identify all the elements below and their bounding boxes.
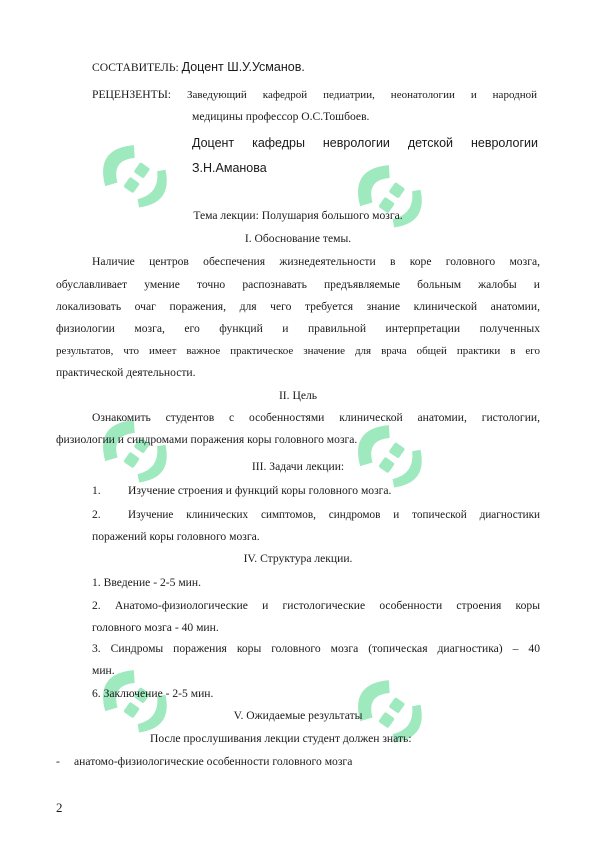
structure-item-3-line-2: мин. [92,664,115,677]
watermark-logo-icon [95,640,185,770]
section-2-title: II. Цель [278,389,318,402]
task-2-number: 2. [92,508,101,521]
reviewer-2-line-1: Доцент кафедры неврологии детской неврологии [192,136,538,150]
structure-item-2-line-1: 2. Анатомо-физиологические и гистологические особенности строения коры [92,599,540,612]
compiler-label: СОСТАВИТЕЛЬ: [92,61,179,74]
compiler-line [92,60,305,75]
task-2-continuation: поражений коры головного мозга. [92,530,260,543]
expected-result-item: анатомо-физиологические особенности головного мозга [74,755,353,768]
watermark-logo-icon [95,390,185,520]
page-number: 2 [56,800,63,815]
section-1-line: Наличие центров обеспечения жизнедеятельности в коре головного мозга, [92,255,540,268]
section-3-title: III. Задачи лекции: [251,460,345,473]
section-1-line: физиологии мозга, его функций и правильной интерпретации полученных [56,322,540,335]
section-1-line: локализовать очаг поражения, для чего требуется знание клинической анатомии, [56,300,540,313]
section-1-line: результатов, что имеет важное практическое значение для врача общей практики в его [56,345,540,357]
bullet-mark: - [56,755,60,768]
task-1-text: Изучение строения и функций коры головного мозга. [128,484,392,497]
task-2-text: Изучение клинических симптомов, синдромов и топической диагностики [128,509,540,521]
lecture-topic: Тема лекции: Полушария большого мозга. [193,209,403,222]
section-2-line: Ознакомить студентов с особенностями клинической анатомии, гистологии, [92,411,540,424]
structure-item-3-line-1: 3. Синдромы поражения коры головного мозга (топическая диагностика) – 40 [92,642,540,655]
compiler-name: Доцент Ш.У.Усманов. [181,60,305,74]
reviewer-2-line-2: З.Н.Аманова [192,161,267,175]
section-5-title: V. Ожидаемые результаты [233,709,363,722]
reviewer-1-line-2: медицины профессор О.С.Тошбоев. [192,110,370,123]
reviewer-1-line-1: Заведующий кафедрой педиатрии, неонатологии и народной [187,89,537,101]
structure-item-2-line-2: головного мозга - 40 мин. [92,621,219,634]
reviewers-label: РЕЦЕНЗЕНТЫ: [92,88,172,101]
section-1-line: практической деятельности. [56,366,196,379]
section-2-line: физиологии и синдромами поражения коры головного мозга. [56,433,358,446]
section-1-line: обуславливает умение точно распознавать предъявляемые больным жалобы и [56,278,540,291]
task-1-number: 1. [92,484,101,497]
section-4-title: IV. Структура лекции. [243,552,353,565]
expected-results-intro: После прослушивания лекции студент должен знать: [150,732,412,745]
watermark-logo-icon [95,115,185,245]
structure-item-4: 6. Заключение - 2-5 мин. [92,687,214,700]
section-1-title: I. Обоснование темы. [244,232,352,245]
structure-item-1: 1. Введение - 2-5 мин. [92,576,201,589]
